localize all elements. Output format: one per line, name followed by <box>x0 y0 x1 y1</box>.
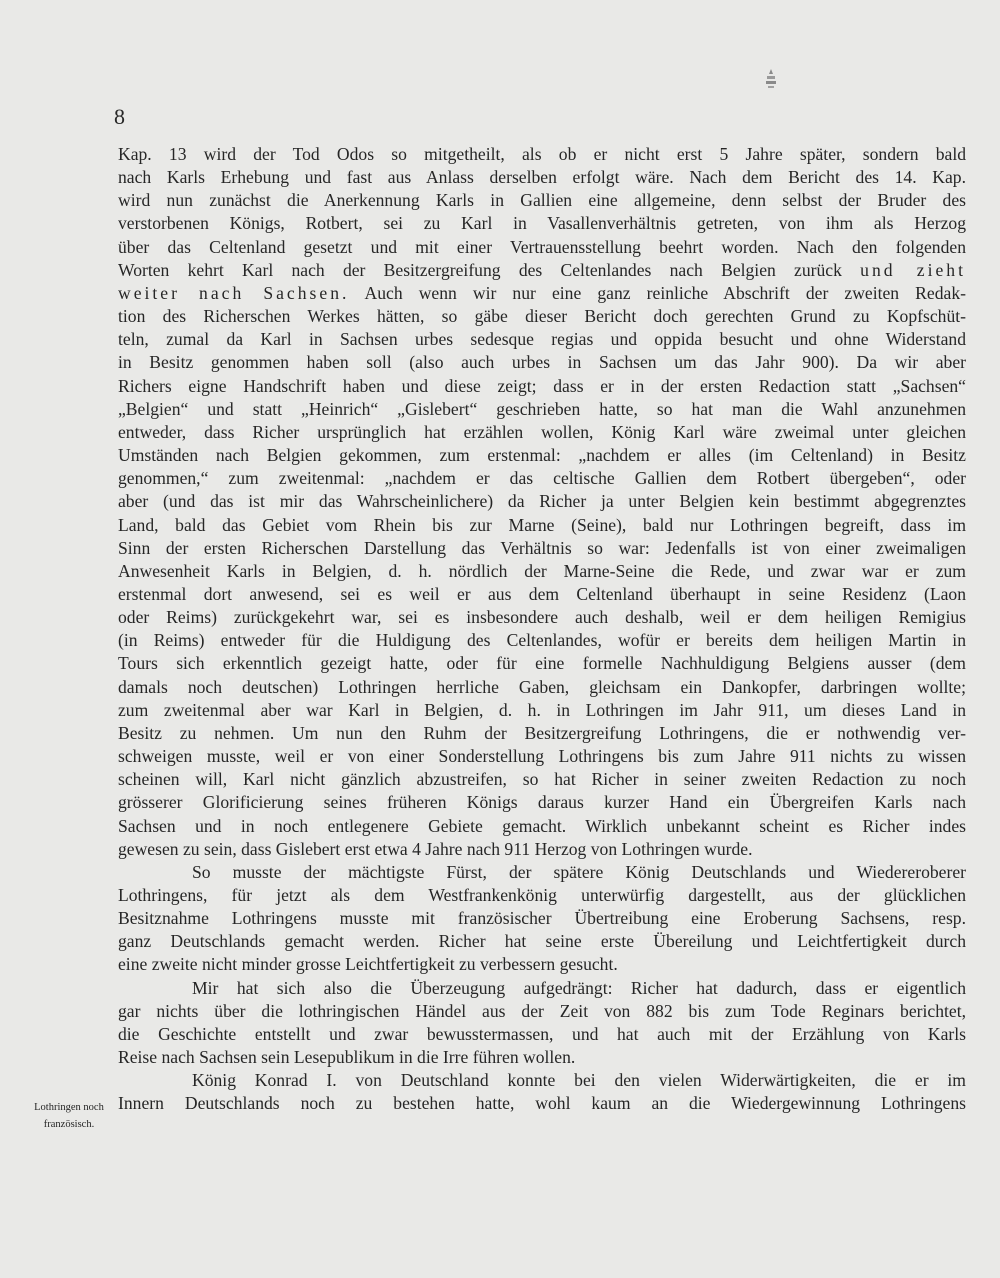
text-line: Tours sich erkenntlich gezeigt hatte, oder für eine formelle Nachhuldigung Belgiens ausser (dem <box>118 653 966 674</box>
text-line: damals noch deutschen) Lothringen herrliche Gaben, gleichsam ein Dankopfer, darbringen wollte; <box>118 676 966 697</box>
printer-mark-icon <box>764 68 778 90</box>
text-line: nach Karls Erhebung und fast aus Anlass derselben erfolgt wäre. Nach dem Bericht des 14. Kap. <box>118 167 966 188</box>
text-line: Kap. 13 wird der Tod Odos so mitgetheilt, als ob er nicht erst 5 Jahre später, sondern bald <box>118 144 966 164</box>
text-line: Besitz zu nehmen. Um nun den Ruhm der Besitzergreifung Lothringens, die er nothwendig ver- <box>118 722 966 743</box>
text-line: „Belgien“ und statt „Heinrich“ „Gislebert“ geschrieben hatte, so hat man die Wahl anzunehmen <box>118 398 966 419</box>
text-line: über das Celtenland gesetzt und mit einer Vertrauensstellung beehrt worden. Nach den folgenden <box>118 236 966 257</box>
text-line: gar nichts über die lothringischen Händel aus der Zeit von 882 bis zum Tode Reginars berichtet, <box>118 1000 966 1021</box>
text-line: verstorbenen Königs, Rotbert, sei zu Karl in Vasallenverhältnis getreten, von ihm als Herzog <box>118 213 966 234</box>
text-line <box>118 282 966 305</box>
emphasis-spaced-text: weiter nach Sachsen. <box>118 282 350 303</box>
margin-note-line: französisch. <box>43 1119 95 1130</box>
text-line: schweigen musste, weil er von einer Sonderstellung Lothringens bis zum Jahre 911 nichts zu wissen <box>118 746 966 767</box>
text-segment: Auch wenn wir nur eine ganz reinliche Abschrift der zweiten Redak- <box>364 282 966 303</box>
text-line: Anwesenheit Karls in Belgien, d. h. nördlich der Marne-Seine die Rede, und zwar war er zum <box>118 560 966 581</box>
text-line: Besitznahme Lothringens musste mit französischer Übertreibung eine Eroberung Sachsens, resp. <box>118 908 966 929</box>
text-line: entweder, dass Richer ursprünglich hat erzählen wollen, König Karl wäre zweimal unter gleichen <box>118 421 966 442</box>
text-line: Mir hat sich also die Überzeugung aufgedrängt: Richer hat dadurch, dass er eigentlich <box>192 977 966 998</box>
text-line: Land, bald das Gebiet vom Rhein bis zur Marne (Seine), bald nur Lothringen begreift, dass im <box>118 514 966 535</box>
text-line: tion des Richerschen Werkes hätten, so gäbe dieser Bericht doch gerechten Grund zu Kopfschüt- <box>118 306 966 327</box>
text-line: scheinen will, Karl nicht gänzlich abzustreifen, so hat Richer in seiner zweiten Redaction zu noch <box>118 769 966 790</box>
emphasis-spaced-text: und zieht <box>860 259 966 280</box>
page-number: 8 <box>114 104 125 129</box>
text-line: die Geschichte entstellt und zwar bewusstermassen, und hat auch mit der Erzählung von Karls <box>118 1023 966 1044</box>
text-line: aber (und das ist mir das Wahrscheinlichere) da Richer ja unter Belgien kein bestimmt abgegrenztes <box>118 491 966 512</box>
text-line: Sachsen und in noch entlegenere Gebiete gemacht. Wirklich unbekannt scheint es Richer indes <box>118 815 966 836</box>
text-line: Richers eigne Handschrift haben und diese zeigt; dass er in der ersten Redaction statt „Sachsen“ <box>118 375 966 396</box>
text-line: grösserer Glorificierung seines früheren Königs daraus kurzer Hand ein Übergreifen Karls nach <box>118 792 966 813</box>
text-line: Lothringens, für jetzt als dem Westfrankenkönig unterwürfig dargestellt, aus der glücklichen <box>118 885 966 905</box>
text-line: Reise nach Sachsen sein Lesepublikum in die Irre führen wollen. <box>118 1047 576 1068</box>
text-line: So musste der mächtigste Fürst, der spätere König Deutschlands und Wiedereroberer <box>192 861 966 882</box>
text-line: König Konrad I. von Deutschland konnte bei den vielen Widerwärtigkeiten, die er im <box>192 1070 966 1091</box>
text-line: genommen,“ zum zweitenmal: „nachdem er das celtische Gallien dem Rotbert übergeben“, oder <box>118 468 966 489</box>
body-text <box>118 143 966 1116</box>
text-line <box>118 259 966 282</box>
text-line: erstenmal dort anwesend, sei es weil er aus dem Celtenland überhaupt in seine Residenz (Laon <box>118 583 966 604</box>
text-segment: Worten kehrt Karl nach der Besitzergreifung des Celtenlandes nach Belgien zurück <box>118 259 842 280</box>
text-line: teln, zumal da Karl in Sachsen urbes sedesque regias und oppida besucht und ohne Widerstand <box>118 329 966 350</box>
margin-note <box>14 1099 124 1133</box>
text-line: Sinn der ersten Richerschen Darstellung das Verhältnis so war: Jedenfalls ist von einer zweimaligen <box>118 537 966 558</box>
text-line: Umständen nach Belgien gekommen, zum erstenmal: „nachdem er alles (im Celtenland) in Besitz <box>118 445 966 466</box>
text-line: oder Reims) zurückgekehrt war, sei es insbesondere auch deshalb, weil er dem heiligen Remigius <box>118 607 966 628</box>
text-line: zum zweitenmal aber war Karl in Belgien, d. h. in Lothringen im Jahr 911, um dieses Land in <box>118 699 966 720</box>
text-line: eine zweite nicht minder grosse Leichtfertigkeit zu verbessern gesucht. <box>118 954 618 975</box>
text-line: in Besitz genommen haben soll (also auch urbes in Sachsen um das Jahr 900). Da wir aber <box>118 352 966 373</box>
text-line: gewesen zu sein, dass Gislebert erst etwa 4 Jahre nach 911 Herzog von Lothringen wurde. <box>118 838 753 859</box>
margin-note-line: Lothringen noch <box>34 1102 104 1113</box>
text-line: Innern Deutschlands noch zu bestehen hatte, wohl kaum an die Wiedergewinnung Lothringens <box>118 1093 966 1114</box>
text-line: (in Reims) entweder für die Huldigung des Celtenlandes, wofür er bereits dem heiligen Martin in <box>118 630 966 651</box>
text-line: wird nun zunächst die Anerkennung Karls in Gallien eine allgemeine, denn selbst der Bruder des <box>118 190 966 211</box>
text-line: ganz Deutschlands gemacht werden. Richer hat seine erste Übereilung und Leichtfertigkeit durch <box>118 931 966 952</box>
